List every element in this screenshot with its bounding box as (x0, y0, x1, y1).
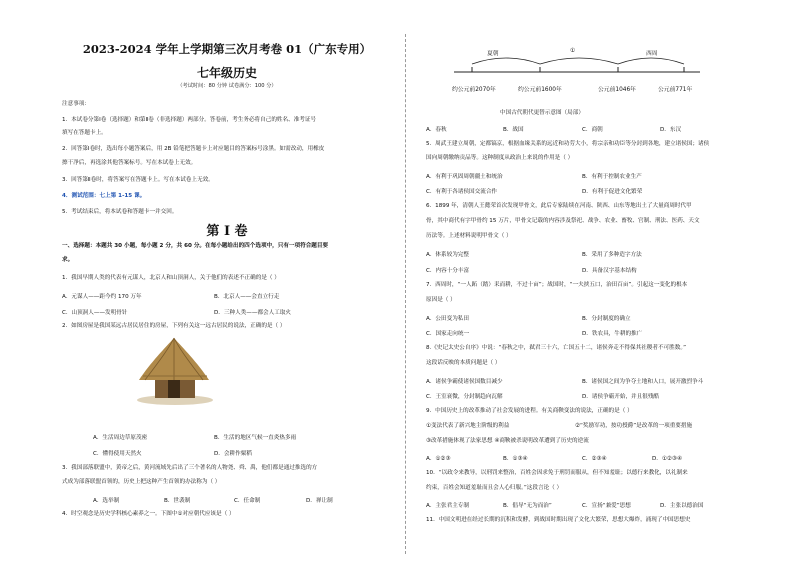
note-2b: 擦干净后，再选涂其他答案标号。写在本试卷上无效。 (62, 160, 197, 166)
q6-stem-b: 骨，其中商代有字甲骨约 15 万片，甲骨文记载的内容涉及祭祀、战争、农业、畜牧、官制、刑法、医药、天文 (426, 218, 700, 224)
dynasty-timeline (452, 40, 702, 100)
q9-option-a[interactable]: A．①②③ (426, 456, 451, 462)
brace-2 (540, 58, 618, 64)
q8-option-c[interactable]: C．王室衰微，分封制趋向瓦解 (426, 394, 503, 400)
timeline-bottom-label-4: 公元前771年 (658, 87, 693, 93)
q5-option-c[interactable]: C．有利于各诸侯国交流合作 (426, 189, 498, 195)
q10-stem-b: 约束，百姓会知道羞耻而且会人心归服。”这段言论（ ） (426, 485, 563, 491)
timeline-top-label-1: 夏朝 (487, 51, 499, 57)
q5-option-b[interactable]: B．有利于控制农业生产 (582, 174, 642, 180)
q10-option-b[interactable]: B．倡导“无为而治” (503, 503, 552, 509)
q9-option-d[interactable]: D．①②③④ (652, 456, 682, 462)
notes-heading: 注意事项： (62, 101, 90, 107)
q9-option-b[interactable]: B．①③④ (503, 456, 528, 462)
q10-option-d[interactable]: D．主张以德治国 (660, 503, 704, 509)
q8-option-a[interactable]: A．诸侯争霸使诸侯国数目减少 (426, 379, 503, 385)
q4-option-d[interactable]: D．东汉 (660, 127, 682, 133)
q9-statement-2: ②“奖励军功，按功授爵”是改革的一项重要措施 (575, 423, 693, 429)
timeline-top-label-2: ① (570, 48, 576, 54)
q11-stem: 11．中国文明进在经过长期的沉积和发酵，到战国时期出现了文化大繁荣，思想大爆炸，涌现了中国思想史 (426, 517, 691, 523)
q5-stem-b: 国向周朝缴纳贡品等。这种制度从政治上来说的作用是（ ） (426, 155, 574, 161)
q6-option-a[interactable]: A．体系较为完整 (426, 252, 469, 258)
q3-stem-b: 式成为部落联盟首领的，历史上把这种产生首领的办法称为（ ） (62, 479, 221, 485)
q7-stem-a: 7．西周时，“一人跖（踏）耒而耕，不过十亩”；战国时，“一夫挟五口，治田百亩”。引起这一变化的根本 (426, 282, 688, 288)
q9-option-c[interactable]: C．②③④ (582, 456, 607, 462)
q8-stem-b: 这段话反映的本质问题是（ ） (426, 360, 501, 366)
q4-option-b[interactable]: B．战国 (503, 127, 524, 133)
note-5: 5．考试结束后，将本试卷和答题卡一并交回。 (62, 209, 178, 215)
q7-option-d[interactable]: D．铁农具，牛耕的推广 (582, 331, 643, 337)
q3-option-d[interactable]: D．禅让制 (306, 498, 333, 504)
timeline-caption: 中国古代朝代更替示意图（局部） (500, 110, 584, 116)
timeline-bottom-label-1: 约公元前2070年 (452, 87, 496, 93)
q2-stem: 2．如图房屋是我国某远古居民居住的房屋，下列有关这一远古居民的说法，正确的是（ ） (62, 323, 286, 329)
exam-subtitle: 七年级历史 (196, 66, 257, 80)
section-title: 第 Ⅰ 卷 (206, 224, 248, 239)
hut-illustration (135, 336, 213, 406)
q7-option-b[interactable]: B．分封制度的确立 (582, 316, 631, 322)
q6-stem-a: 6．1899 年，清朝人王懿荣首次发现甲骨文，此后专家陆续在河南、陕西、山东等地出土了大量商周时代甲 (426, 203, 692, 209)
q7-option-c[interactable]: C．国家走向统一 (426, 331, 470, 337)
q7-stem-b: 原因是（ ） (426, 297, 456, 303)
hut-door (168, 380, 180, 398)
q5-option-d[interactable]: D．有利于促进文化繁荣 (582, 189, 643, 195)
note-2a: 2．回答第Ⅰ卷时，选出每小题答案后，用 2B 铅笔把答题卡上对应题目的答案标号涂黑。如需改动，用橡皮 (62, 146, 325, 152)
timeline-top-label-3: 西周 (646, 51, 658, 57)
q4-stem: 4．时空观念是历史学科核心素养之一。下图中①对应朝代应该是（ ） (62, 511, 235, 517)
brace-1 (472, 58, 540, 64)
q4-option-c[interactable]: C．商朝 (582, 127, 603, 133)
q7-option-a[interactable]: A．公田变为私田 (426, 316, 469, 322)
q5-option-a[interactable]: A．有利于巩固周朝疆土和统治 (426, 174, 503, 180)
q1-option-b[interactable]: B．北京人——会直立行走 (214, 294, 280, 300)
q2-option-a[interactable]: A．生活周边草原茂密 (93, 435, 148, 441)
q3-option-b[interactable]: B．世袭制 (164, 498, 191, 504)
note-4: 4．测试范围：七上第 1-15 课。 (62, 193, 146, 199)
timeline-bottom-label-2: 约公元前1600年 (518, 87, 562, 93)
q6-option-d[interactable]: D．具备汉字基本结构 (582, 268, 637, 274)
exam-meta: （考试时间：80 分钟 试卷满分：100 分） (177, 83, 277, 89)
note-1a: 1．本试卷分第Ⅰ卷（选择题）和第Ⅱ卷（非选择题）两部分。答卷前，考生务必将自己的姓名、准考证号 (62, 117, 317, 123)
q6-option-b[interactable]: B．采用了多种造字方法 (582, 252, 642, 258)
q1-option-a[interactable]: A．元谋人——距今约 170 万年 (62, 294, 142, 300)
q10-stem-a: 10．“以政令来教导，以刑罚来整治，百姓会因求免于刑罚而服从，但不知羞耻；以德行来教化，以礼制来 (426, 470, 688, 476)
q10-option-a[interactable]: A．主张君主专制 (426, 503, 469, 509)
q2-option-d[interactable]: D．会耕作粟稻 (214, 451, 252, 457)
exam-title: 2023-2024 学年上学期第三次月考卷 01（广东专用） (82, 42, 372, 56)
section-intro-a: 一、选择题：本题共 30 小题，每小题 2 分，共 60 分。在每小题给出的四个选项中，只有一项符合题目要 (62, 243, 329, 249)
q3-option-c[interactable]: C．任命制 (234, 498, 261, 504)
q4-option-a[interactable]: A．春秋 (426, 127, 447, 133)
note-3: 3．回答第Ⅱ卷时，将答案写在答题卡上。写在本试卷上无效。 (62, 177, 214, 183)
q1-option-c[interactable]: C．山顶洞人——发明骨针 (62, 310, 128, 316)
q8-option-d[interactable]: D．诸侯争霸开始，并且很残酷 (582, 394, 660, 400)
q3-stem-a: 3．我国部落联盟中，黄帝之后，黄河流域先后出了三个著名的人物尧、舜、禹，他们都是通过推选的方 (62, 465, 318, 471)
q8-stem-a: 8.《史记太史公自序》中说：“春秋之中，弑君三十六，亡国五十二，诸侯奔走不得保其社稷者不可胜数。” (426, 345, 687, 351)
q1-stem: 1．我国早期人类的代表有元谋人，北京人和山顶洞人，关于他们的表述不正确的是（ ） (62, 275, 280, 281)
brace-3 (618, 58, 684, 64)
q2-option-b[interactable]: B．生活的地区气候一直炎热多雨 (214, 435, 297, 441)
q8-option-b[interactable]: B．诸侯国之间为争夺土地和人口，展开激烈争斗 (582, 379, 704, 385)
timeline-bottom-label-3: 公元前1046年 (598, 87, 636, 93)
q6-stem-c: 历法等。上述材料说明甲骨文（ ） (426, 233, 512, 239)
column-divider (405, 34, 406, 554)
q9-stem: 9．中国历史上的改革推动了社会发展的进程。有关商鞅变法的说法，正确的是（ ） (426, 408, 633, 414)
section-intro-b: 求。 (62, 257, 74, 263)
q3-option-a[interactable]: A．选举制 (93, 498, 120, 504)
note-1b: 填写在答题卡上。 (62, 130, 107, 136)
q9-statement-3: ③改革措施体现了法家思想 ④商鞅被杀说明改革遭到了历史的逆流 (426, 438, 589, 444)
q1-option-d[interactable]: D．三种人类——都会人工取火 (214, 310, 292, 316)
q6-option-c[interactable]: C．内容十分丰富 (426, 268, 470, 274)
q2-option-c[interactable]: C．懂得使用天然火 (93, 451, 142, 457)
q10-option-c[interactable]: C．宣扬“兼爱”思想 (582, 503, 631, 509)
q5-stem-a: 5．周武王建立周朝，定都镐京，根据血缘关系的远近和功劳大小，将宗亲和功臣等分封到各地，建立诸侯国；诸侯 (426, 141, 710, 147)
left-column (62, 0, 392, 562)
q9-statement-1: ①变法代表了新兴地主阶级的利益 (426, 423, 510, 429)
